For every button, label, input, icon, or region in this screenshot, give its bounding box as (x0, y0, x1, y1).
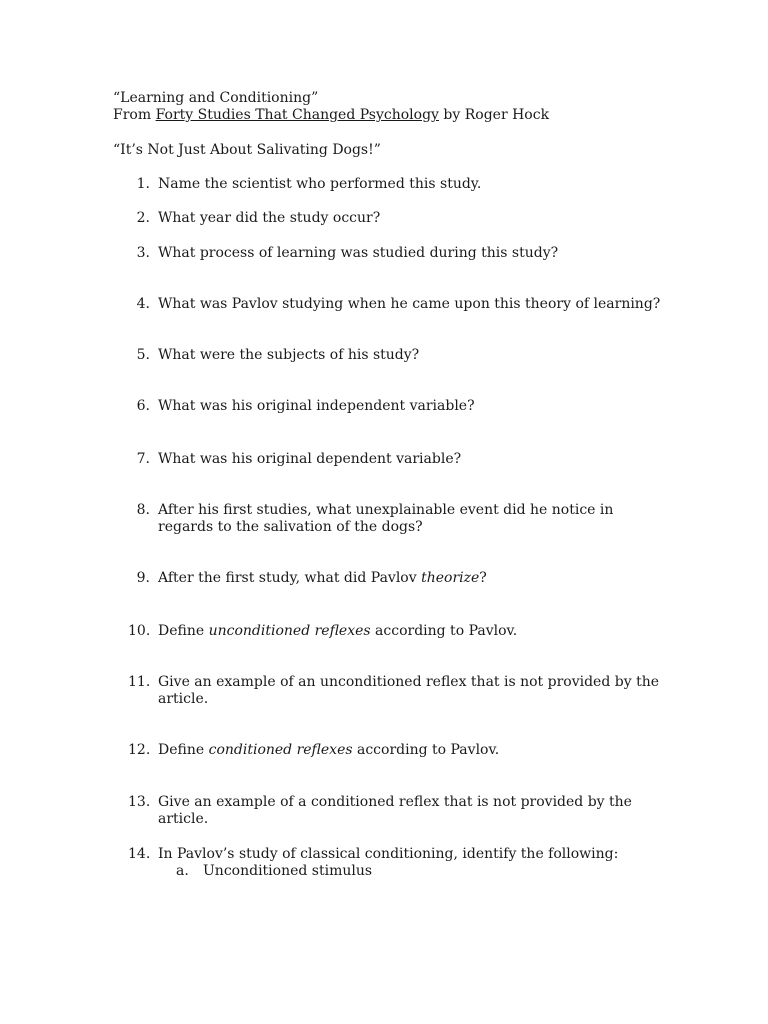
question-text: What year did the study occur? (158, 210, 381, 226)
question-number: 13. (128, 794, 151, 810)
source-prefix: From (113, 107, 156, 123)
question-number: 1. (136, 176, 150, 192)
question-text (158, 570, 668, 587)
question-text-part: ? (479, 570, 487, 586)
question-number: 3. (136, 245, 150, 261)
question-text-part: according to Pavlov. (370, 623, 518, 639)
question-text (158, 742, 668, 759)
document-title: “Learning and Conditioning” (113, 90, 319, 106)
question-text-part: Define (158, 623, 209, 639)
sub-item-letter: a. (176, 863, 189, 879)
question-text: What were the subjects of his study? (158, 347, 420, 363)
question-text: In Pavlov’s study of classical conditioning, identify the following: (158, 846, 619, 862)
question-number: 6. (136, 398, 150, 414)
question-number: 2. (136, 210, 150, 226)
emphasized-term: theorize (421, 570, 480, 586)
author-text: by Roger Hock (438, 107, 550, 123)
worksheet-subtitle: “It’s Not Just About Salivating Dogs!” (113, 142, 381, 158)
question-number: 12. (128, 742, 151, 758)
question-text: Give an example of an unconditioned reflex that is not provided by the article. (158, 674, 659, 707)
question-number: 14. (128, 846, 151, 862)
question-text: Give an example of a conditioned reflex that is not provided by the article. (158, 794, 632, 827)
question-number: 5. (136, 347, 150, 363)
question-text-part: according to Pavlov. (352, 742, 500, 758)
emphasized-term: conditioned reflexes (208, 742, 353, 758)
question-text: What process of learning was studied during this study? (158, 245, 559, 261)
question-number: 4. (136, 296, 150, 312)
source-line (113, 107, 549, 124)
emphasized-term: unconditioned reflexes (208, 623, 371, 639)
question-text (158, 623, 668, 640)
question-number: 7. (136, 451, 150, 467)
question-text: What was his original independent variable? (158, 398, 475, 414)
question-number: 9. (136, 570, 150, 586)
question-text: Name the scientist who performed this study. (158, 176, 482, 192)
question-number: 11. (128, 674, 151, 690)
sub-item-text: Unconditioned stimulus (203, 863, 373, 879)
question-text-part: After the first study, what did Pavlov (158, 570, 422, 586)
book-title: Forty Studies That Changed Psychology (155, 107, 439, 123)
question-text: What was Pavlov studying when he came upon this theory of learning? (158, 296, 661, 312)
question-number: 8. (136, 502, 150, 518)
question-text: After his first studies, what unexplainable event did he notice in regards to the salivation of the dogs? (158, 502, 614, 535)
question-text: What was his original dependent variable? (158, 451, 462, 467)
question-text-part: Define (158, 742, 209, 758)
question-number: 10. (128, 623, 151, 639)
